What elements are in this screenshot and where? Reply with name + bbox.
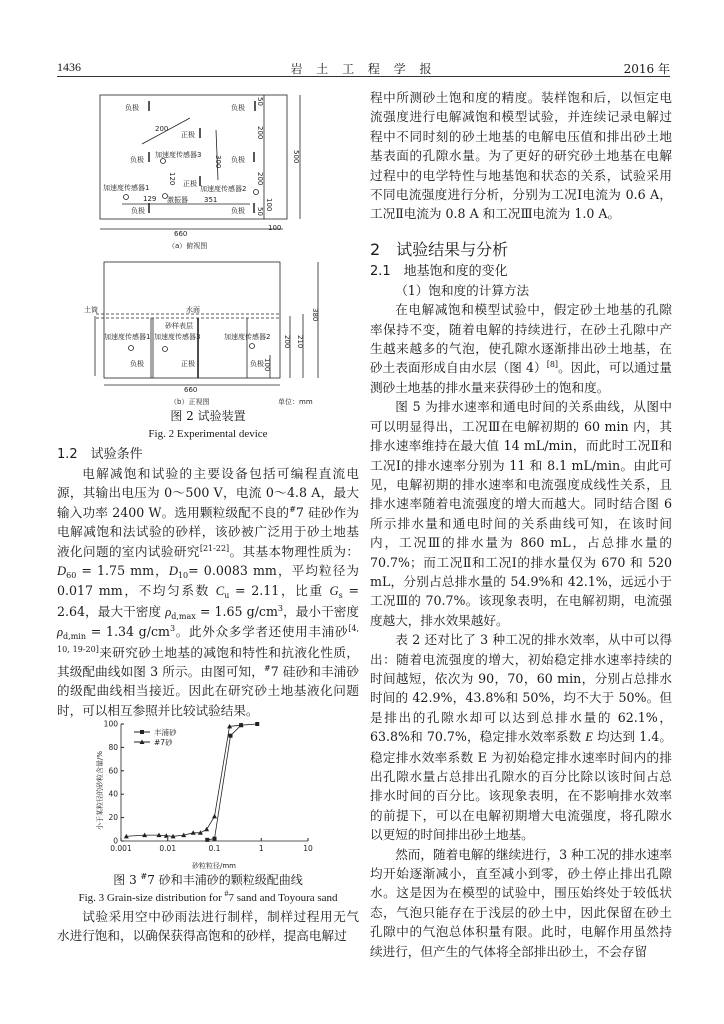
paragraph-drainage-rate: 图 5 为排水速率和通电时间的关系曲线，从图中可以明显得出，工况Ⅲ在电解初期的 60 min 内，其排水速率维持在最大值 14 mL/min，而此时工况Ⅱ和工况Ⅰ的排水速率分别为 11 和 8.1 mL/min。由此可见，电解初期的排水速率和电流强度成线性关系，且排水速率随着电流强度的增大而越大。同时结合图 6 所示排水量和通电时间的关系曲线可知，在该时间内，工况Ⅲ的排水量为 860 mL，占总排水量的 70.7%；而工况Ⅱ和工况Ⅰ的排水量仅为 670 和 520 mL，分别占总排水量的 54.9%和 42.1%，远远小于工况Ⅲ的 70.7%。该现象表明，在电解初期，电流强度越大，排水效果越好。: [370, 399, 672, 628]
legend-label: 丰浦砂: [154, 728, 177, 737]
svg-text:120: 120: [168, 172, 176, 186]
figure-3-caption: 图 3 #7 砂和丰浦砂的颗粒级配曲线: [113, 872, 303, 887]
data-point-square: [213, 837, 217, 841]
legend-label: #7砂: [154, 738, 173, 747]
paragraph-continued: 程中所测砂土饱和度的精度。装样饱和后，以恒定电流强度进行电解减饱和模型试验，并连续记录电解过程中不同时刻的砂土地基的电解电压值和排出砂土地基表面的孔隙水量。为了更好的研究砂土地基在电解过程中的电学特性与地基饱和状态的关系，试验采用不同电流强度进行分析，分别为工况Ⅰ电流为 0.6 A，工况Ⅱ电流为 0.8 A 和工况Ⅲ电流为 1.0 A。: [370, 90, 672, 222]
paragraph-drainage-efficiency: 表 2 还对比了 3 种工况的排水效率，从中可以得出：随着电流强度的增大，初始稳定排水速率持续的时间越短，依次为 90，70，60 min，分别占总排水时间的 42.9%，43.8%和 50%，均不大于 50%。但是排出的孔隙水却可以达到总排水量的 62.1%，63.8%和 70.7%，稳定排水效率系数 E 均达到 1.4。稳定排水效率系数 E 为初始稳定排水速率时间内的排出孔隙水量占总排出孔隙水的百分比除以该时间占总排水时间的百分比。该现象表明，在不影响排水效率的前提下，可以在电解初期增大电流强度，将孔隙水以更短的时间排出砂土地基。: [370, 632, 672, 843]
data-point-square: [229, 734, 233, 738]
svg-text:正极: 正极: [183, 180, 197, 188]
data-point-square: [205, 838, 209, 842]
svg-text:负极: 负极: [250, 360, 264, 368]
svg-text:200: 200: [256, 172, 264, 186]
x-tick-label: 0.01: [159, 844, 177, 853]
top-view-labels: [103, 97, 300, 250]
paragraph-sample-prep: 试验采用空中砂雨法进行制样，制样过程用无气水进行饱和，以确保获得高饱和的砂样，提高电解过: [57, 909, 359, 944]
svg-text:200: 200: [283, 335, 291, 349]
svg-text:加速度传感器3: 加速度传感器3: [154, 333, 201, 341]
y-tick-label: 0: [113, 836, 118, 846]
section-2-heading: 2 试验结果与分析: [370, 239, 509, 259]
svg-text:水面: 水面: [186, 306, 200, 314]
running-header: [57, 60, 670, 77]
legend: [134, 727, 177, 747]
x-tick-label: 1: [258, 844, 264, 853]
svg-text:加速度传感器1: 加速度传感器1: [103, 184, 150, 192]
svg-text:负极: 负极: [231, 207, 245, 215]
legend-square-marker: [140, 730, 144, 734]
svg-text:负极: 负极: [130, 360, 144, 368]
svg-text:200: 200: [256, 126, 264, 140]
svg-text:50: 50: [256, 207, 264, 216]
page-number: 1436: [57, 60, 81, 74]
svg-text:负极: 负极: [125, 104, 139, 112]
data-point-triangle: [212, 814, 217, 819]
front-view: [95, 262, 318, 385]
svg-text:单位：mm: 单位：mm: [278, 398, 313, 406]
figure-2-caption-en: Fig. 2 Experimental device: [148, 428, 268, 440]
y-tick-label: 80: [108, 742, 118, 752]
svg-text:380: 380: [311, 308, 319, 322]
section-2-1-heading: 2.1 地基饱和度的变化: [370, 263, 508, 279]
svg-text:加速度传感器2: 加速度传感器2: [200, 185, 247, 193]
series-line: [207, 724, 257, 840]
paragraph-drainage-decrease: 然而，随着电解的继续进行，3 种工况的排水速率均开始逐渐减小，直至减小到零，砂土停止排出孔隙水。这是因为在模型的试验中，围压始终处于较低状态，气泡只能存在于浅层的砂土中，因此保留在砂土孔隙中的气泡总体积量有限。此时，电解作用虽然持续进行，但产生的气体将全部排出砂土，不会存留: [370, 846, 672, 959]
svg-text:激振器: 激振器: [167, 196, 188, 204]
svg-text:加速度传感器3: 加速度传感器3: [155, 151, 202, 159]
subsection-heading: （1）饱和度的计算方法: [395, 282, 530, 298]
svg-text:351: 351: [204, 196, 218, 204]
figure-3-caption-en: Fig. 3 Grain-size distribution for #7 sand and Toyoura sand: [78, 889, 338, 904]
svg-text:（b）正视图: （b）正视图: [170, 398, 210, 406]
figure-2-caption: 图 2 试验装置: [170, 409, 246, 423]
svg-text:（a）俯视图: （a）俯视图: [168, 242, 208, 250]
svg-text:正极: 正极: [181, 360, 195, 368]
svg-text:100: 100: [265, 198, 273, 212]
y-tick-label: 40: [108, 789, 118, 799]
svg-text:210: 210: [296, 335, 304, 349]
svg-text:300: 300: [214, 155, 222, 169]
paragraph-saturation-method: 在电解减饱和模型试验中，假定砂土地基的孔隙率保持不变，随着电解的持续进行，在砂土孔隙中产生越来越多的气泡，使孔隙水逐渐排出砂土地基，在砂土表面形成自由水层（图 4）[8]。因此，可以通过量测砂土地基的排水量来获得砂土的饱和度。: [370, 302, 672, 395]
svg-text:加速度传感器2: 加速度传感器2: [224, 333, 271, 341]
svg-text:660: 660: [184, 386, 198, 394]
svg-text:负极: 负极: [130, 156, 144, 164]
paragraph-test-conditions: 电解减饱和试验的主要设备包括可编程直流电源，其输出电压为 0～500 V，电流 0～4.8 A，最大输入功率 2400 W。选用颗粒级配不良的#7 硅砂作为电解减饱和法试验的砂样，该砂被广泛用于砂土地基液化问题的室内试验研究[21-22]。其基本物理性质为：$D_{60} = 1.75$ mm，$D_{10}= 0.0083$ mm，平均粒径为 0.017 mm，不均匀系数 $C_u = 2.11$，比重 $G_s = 2.64$，最大干密度 $\rho_{d,max} = 1.65$ $g/cm^3$，最小干密度 $\rho_{d,min} = 1.34$ $g/cm^3$。此外众多学者还使用丰浦砂[4, 10, 19-20]来研究砂土地基的减饱和特性和抗液化性质，其级配曲线如图 3 所示。由图可知，#7 硅砂和丰浦砂的级配曲线相当接近。因此在研究砂土地基液化问题时，可以相互参照并比较试验结果。: [57, 466, 360, 718]
svg-text:100: 100: [268, 224, 282, 232]
svg-text:660: 660: [174, 230, 188, 238]
svg-text:土筒: 土筒: [84, 306, 98, 314]
svg-text:砂样表层: 砂样表层: [165, 322, 193, 330]
x-axis-label: 砂粒粒径/mm: [192, 862, 236, 870]
y-tick-label: 60: [108, 766, 118, 776]
svg-text:负极: 负极: [231, 156, 245, 164]
y-tick-label: 20: [108, 813, 118, 823]
figure-2-diagram: [0, 80, 360, 410]
y-tick-label: 100: [103, 719, 118, 729]
y-axis-label: 小于某粒径的砂粒含量/%: [96, 750, 104, 830]
svg-text:负极: 负极: [231, 104, 245, 112]
journal-title: 岩 土 工 程 学 报: [290, 62, 437, 76]
svg-text:129: 129: [143, 195, 157, 203]
data-point-triangle: [204, 827, 209, 832]
front-view-labels: [84, 305, 319, 406]
svg-text:加速度传感器1: 加速度传感器1: [104, 333, 151, 341]
svg-text:200: 200: [155, 125, 169, 133]
svg-text:正极: 正极: [181, 131, 195, 139]
x-tick-label: 0.1: [208, 844, 221, 853]
x-tick-label: 10: [303, 844, 313, 853]
svg-text:500: 500: [292, 150, 300, 164]
x-tick-label: 0.001: [110, 844, 132, 853]
svg-text:负极: 负极: [131, 207, 145, 215]
figure-3-chart: [60, 712, 360, 872]
svg-text:100: 100: [263, 358, 271, 372]
year: 2016 年: [623, 62, 670, 76]
svg-text:50: 50: [256, 97, 264, 106]
data-point-square: [255, 722, 259, 726]
section-1-2-heading: 1.2 试验条件: [57, 447, 143, 462]
